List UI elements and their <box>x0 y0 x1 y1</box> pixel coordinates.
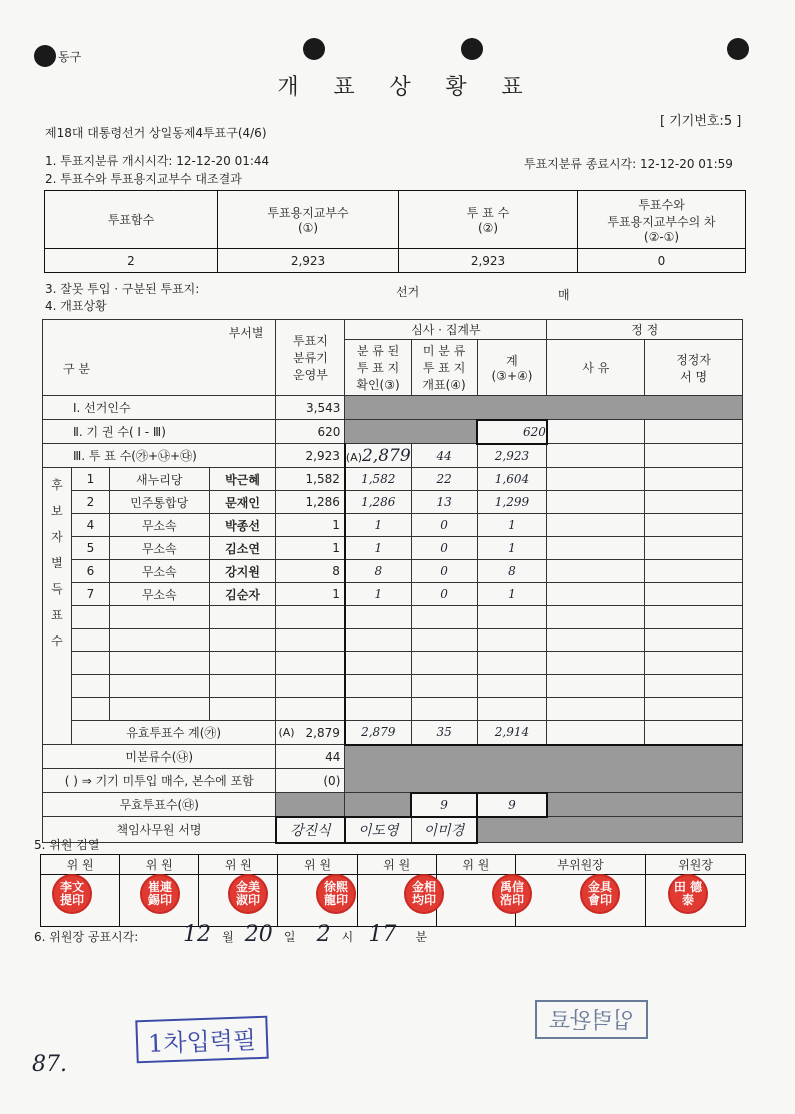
value-diff: 0 <box>578 249 746 273</box>
page-title: 개 표 상 황 표 <box>277 75 527 100</box>
handwritten-classified: 1 <box>345 537 411 560</box>
corrector-cell <box>645 444 743 468</box>
header-issued: 투표용지교부수 (①) <box>218 191 399 249</box>
machine-value: 1 <box>276 514 345 537</box>
candidate-number: 2 <box>71 491 109 514</box>
entry-stamp: 1차입력필 <box>135 1016 268 1064</box>
empty-row <box>43 606 743 629</box>
row-valid <box>43 721 743 745</box>
handwritten-total: 620 <box>477 420 547 444</box>
candidate-name: 박근혜 <box>209 468 276 491</box>
shaded-cell <box>477 817 742 843</box>
machine-value: 44 <box>276 745 345 769</box>
inspector-header: 위원장 <box>646 855 746 875</box>
signature-2: 이도영 <box>345 817 411 843</box>
candidate-party: 새누리당 <box>109 468 209 491</box>
candidate-name: 김순자 <box>209 583 276 606</box>
seal-stamp: 禹信 浩印 <box>492 874 532 914</box>
seal-stamp: 徐熙 龍印 <box>316 874 356 914</box>
handwritten-total: 2,923 <box>477 444 547 468</box>
handwritten-total: 2,914 <box>477 721 547 745</box>
machine-value: 8 <box>276 560 345 583</box>
handwritten-unclassified: 13 <box>411 491 477 514</box>
inspector-header: 부위원장 <box>515 855 645 875</box>
reason-cell <box>547 420 645 444</box>
handwritten-unclassified: 0 <box>411 560 477 583</box>
candidate-row <box>43 514 743 537</box>
handwritten-total: 1,604 <box>477 468 547 491</box>
reason-cell <box>547 514 645 537</box>
handwritten-classified: 1 <box>345 583 411 606</box>
reason-cell <box>547 537 645 560</box>
candidate-number: 1 <box>71 468 109 491</box>
handwritten-classified: 1,286 <box>345 491 411 514</box>
seal-stamp: 崔連 錫印 <box>140 874 180 914</box>
shaded-cell <box>345 745 743 793</box>
handwritten-unclassified: 35 <box>411 721 477 745</box>
punch-hole <box>727 38 749 60</box>
candidate-party: 무소속 <box>109 514 209 537</box>
header-unclassified: 미 분 류 투 표 지 개표(④) <box>411 340 477 396</box>
header-corrector: 정정자 서 명 <box>645 340 743 396</box>
row-abstention <box>43 420 743 444</box>
header-correction: 정 정 <box>547 320 743 340</box>
inspector-header: 위 원 <box>41 855 120 875</box>
inspector-header: 위 원 <box>436 855 515 875</box>
row-unclassified <box>43 745 743 769</box>
row-label: Ⅱ. 기 권 수( Ⅰ - Ⅲ) <box>43 420 276 444</box>
section3-label: 3. 잘못 투입 · 구분된 투표지: <box>45 282 200 296</box>
corrector-cell <box>645 420 743 444</box>
row-signature <box>43 817 743 843</box>
inspector-header: 위 원 <box>357 855 436 875</box>
section5-label: 5. 위원 검열 <box>34 838 100 852</box>
machine-value: 1 <box>276 537 345 560</box>
handwritten-classified: 2,879 <box>345 721 411 745</box>
candidate-row <box>43 468 743 491</box>
handwritten-total: 1 <box>477 537 547 560</box>
reason-cell <box>547 721 645 745</box>
candidate-row <box>43 560 743 583</box>
row-label: Ⅰ. 선거인수 <box>43 396 276 420</box>
section3-election: 선거 <box>396 285 420 299</box>
empty-row <box>43 698 743 721</box>
reason-cell <box>547 444 645 468</box>
shaded-cell <box>345 420 477 444</box>
side-label: 후 보 자 별 득 표 수 <box>43 468 72 745</box>
candidate-number: 4 <box>71 514 109 537</box>
value-votes: 2,923 <box>399 249 578 273</box>
reason-cell <box>547 468 645 491</box>
row-label: 미분류수(㉯) <box>43 745 276 769</box>
seal-stamp: 金相 均印 <box>404 874 444 914</box>
row-label: 무효투표수(㉰) <box>43 793 276 817</box>
header-votes: 투 표 수 (②) <box>399 191 578 249</box>
row-label: Ⅲ. 투 표 수(㉮+㉯+㉰) <box>43 444 276 468</box>
inspector-header: 위 원 <box>278 855 357 875</box>
candidate-party: 무소속 <box>109 537 209 560</box>
inspector-header: 위 원 <box>199 855 278 875</box>
handwritten-unclassified: 22 <box>411 468 477 491</box>
candidate-row <box>43 583 743 606</box>
machine-value: (A) 2,879 <box>276 721 345 745</box>
header-reason: 사 유 <box>547 340 645 396</box>
handwritten-classified: 8 <box>345 560 411 583</box>
comparison-table <box>44 190 746 273</box>
handwritten-total: 1 <box>477 514 547 537</box>
corrector-cell <box>645 560 743 583</box>
input-complete-stamp: 입력완료 <box>535 1000 648 1039</box>
section2-label: 2. 투표수와 투표용지교부수 대조결과 <box>45 172 242 186</box>
candidate-row <box>43 537 743 560</box>
handwritten-classified: (A)2,879 <box>345 445 411 466</box>
section3-unit: 매 <box>558 288 570 302</box>
candidate-number: 5 <box>71 537 109 560</box>
candidate-row <box>43 491 743 514</box>
machine-value: 2,923 <box>276 444 345 468</box>
count-table <box>42 319 743 844</box>
empty-row <box>43 629 743 652</box>
section6-label: 6. 위원장 공표시각: <box>34 930 139 944</box>
signature-3: 이미경 <box>411 817 477 843</box>
seal-stamp: 李文 提印 <box>52 874 92 914</box>
page-mark: 87. <box>32 1052 67 1077</box>
candidate-number: 6 <box>71 560 109 583</box>
signature-1: 강진식 <box>276 817 345 843</box>
corrector-cell <box>645 583 743 606</box>
machine-value: (0) <box>276 769 345 793</box>
handwritten-unclassified: 0 <box>411 514 477 537</box>
header-total: 계 (③+④) <box>477 340 547 396</box>
handwritten-unclassified: 44 <box>411 444 477 468</box>
machine-value: 1,286 <box>276 491 345 514</box>
handwritten-unclassified: 0 <box>411 537 477 560</box>
handwritten-total: 9 <box>477 793 547 817</box>
shaded-cell <box>547 793 743 817</box>
header-review: 심사 · 집계부 <box>345 320 547 340</box>
reason-cell <box>547 583 645 606</box>
candidate-name: 강지원 <box>209 560 276 583</box>
machine-value: 3,543 <box>276 396 345 420</box>
candidate-name: 김소연 <box>209 537 276 560</box>
header-category-cell: 부서별 구 분 <box>43 320 276 396</box>
corrector-cell <box>645 514 743 537</box>
row-invalid <box>43 793 743 817</box>
corrector-cell <box>645 468 743 491</box>
punch-hole <box>303 38 325 60</box>
seal-stamp: 田 德泰 <box>668 874 708 914</box>
corrector-cell <box>645 537 743 560</box>
row-label: 유효투표수 계(㉮) <box>71 721 276 745</box>
start-time-row: 1. 투표지분류 개시시각: 12-12-20 01:44 <box>45 154 270 168</box>
handwritten-total: 1 <box>477 583 547 606</box>
punch-hole <box>34 45 56 67</box>
shaded-cell <box>276 793 345 817</box>
candidate-name: 문재인 <box>209 491 276 514</box>
row-label: 책임사무원 서명 <box>43 817 276 843</box>
empty-row <box>43 675 743 698</box>
candidate-party: 무소속 <box>109 583 209 606</box>
reason-cell <box>547 560 645 583</box>
header-diff: 투표수와 투표용지교부수의 차 (②-①) <box>578 191 746 249</box>
end-time-row: 투표지분류 종료시각: 12-12-20 01:59 <box>524 157 733 171</box>
handwritten-total: 8 <box>477 560 547 583</box>
reason-cell <box>547 491 645 514</box>
value-box-count: 2 <box>45 249 218 273</box>
candidate-number: 7 <box>71 583 109 606</box>
candidate-party: 민주통합당 <box>109 491 209 514</box>
header-machine: 투표지 분류기 운영부 <box>276 320 345 396</box>
handwritten-total: 1,299 <box>477 491 547 514</box>
district-label: 동구 <box>58 50 82 64</box>
section4-label: 4. 개표상황 <box>45 299 107 313</box>
machine-value: 1,582 <box>276 468 345 491</box>
punch-hole <box>461 38 483 60</box>
handwritten-classified: 1 <box>345 514 411 537</box>
inspector-header: 위 원 <box>120 855 199 875</box>
row-votes <box>43 444 743 468</box>
corrector-cell <box>645 721 743 745</box>
header-classified: 분 류 된 투 표 지 확인(③) <box>345 340 411 396</box>
announce-time: 12 월 20 일 2 시 17 분 <box>183 922 428 947</box>
handwritten-classified: 1,582 <box>345 468 411 491</box>
handwritten-unclassified: 9 <box>411 793 477 817</box>
machine-number: [ 기기번호:5 ] <box>660 114 742 129</box>
shaded-cell <box>345 396 743 420</box>
seal-stamp: 金具 會印 <box>580 874 620 914</box>
shaded-cell <box>345 793 411 817</box>
election-name: 제18대 대통령선거 상일동제4투표구(4/6) <box>45 126 267 140</box>
corrector-cell <box>645 491 743 514</box>
machine-value: 1 <box>276 583 345 606</box>
header-box-count: 투표함수 <box>45 191 218 249</box>
value-issued: 2,923 <box>218 249 399 273</box>
machine-value: 620 <box>276 420 345 444</box>
seal-stamp: 金美 淑印 <box>228 874 268 914</box>
empty-row <box>43 652 743 675</box>
candidate-name: 박종선 <box>209 514 276 537</box>
handwritten-unclassified: 0 <box>411 583 477 606</box>
row-electors <box>43 396 743 420</box>
row-label: ( ) ⇒ 기기 미투입 매수, 본수에 포함 <box>43 769 276 793</box>
candidate-party: 무소속 <box>109 560 209 583</box>
